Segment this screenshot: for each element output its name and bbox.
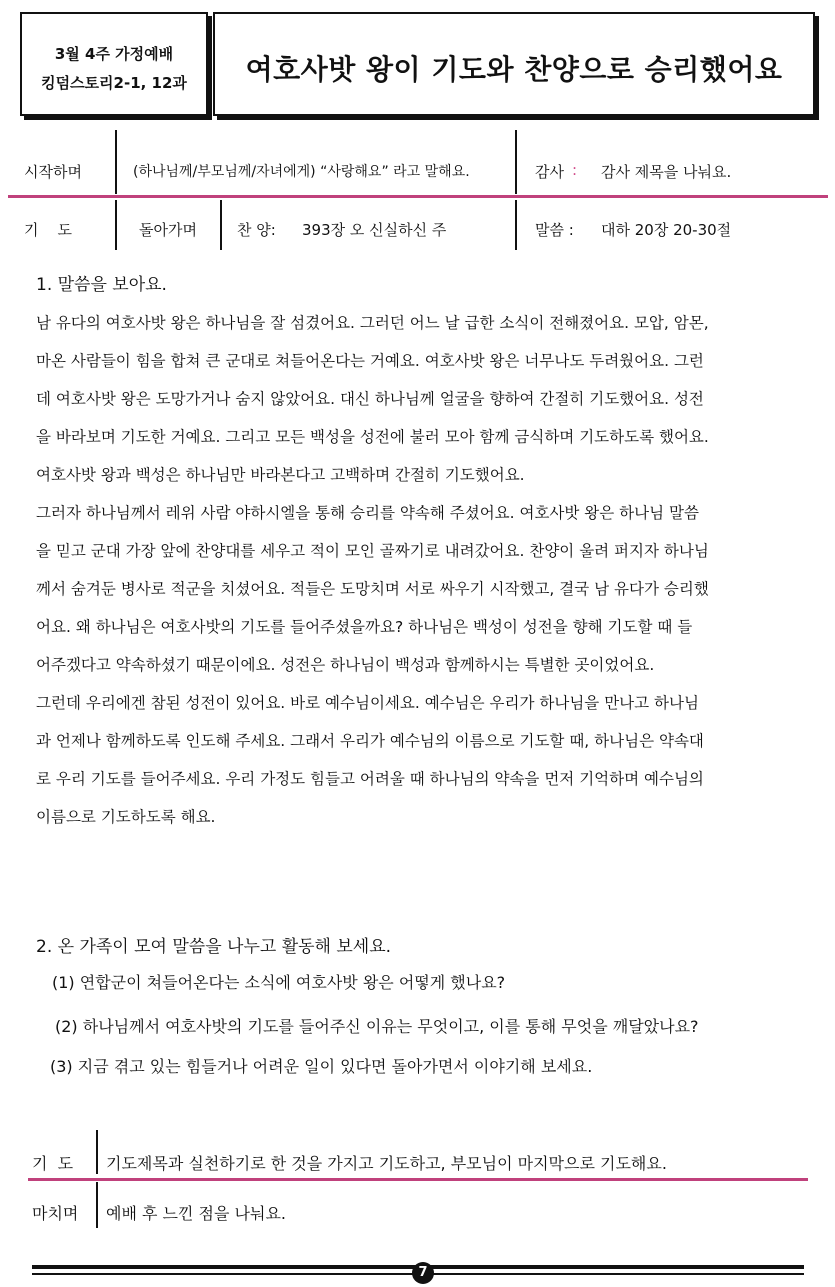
story-line: 께서 숨겨둔 병사로 적군을 치셨어요. 적들은 도망치며 서로 싸우기 시작했고, 결국 남 유다가 승리했 — [36, 580, 709, 598]
page-title: 여호사밧 왕이 기도와 찬양으로 승리했어요 — [245, 53, 783, 86]
prayer-label: 기 도 — [24, 221, 73, 239]
word-label: 말씀 : — [535, 221, 574, 239]
hymn-content: 393장 오 신실하신 주 — [302, 221, 447, 239]
story-line: 로 우리 기도를 들어주세요. 우리 가정도 힘들고 어려울 때 하나님의 약속을 먼저 기억하며 예수님의 — [36, 770, 704, 788]
story-line: 여호사밧 왕과 백성은 하나님만 바라본다고 고백하며 간절히 기도했어요. — [36, 466, 525, 484]
question-2: (2) 하나님께서 여호사밧의 기도를 들어주신 이유는 무엇이고, 이를 통해 무엇을 깨달았나요? — [55, 1017, 699, 1036]
page-number: 7 — [412, 1262, 434, 1284]
week-label: 3월 4주 가정예배 — [54, 45, 174, 63]
divider — [220, 200, 222, 250]
thanks-colon: : — [572, 161, 578, 179]
divider — [115, 200, 117, 250]
question-1: (1) 연합군이 쳐들어온다는 소식에 여호사밧 왕은 어떻게 했나요? — [52, 973, 506, 992]
story-line: 그러자 하나님께서 레위 사람 야하시엘을 통해 승리를 약속해 주셨어요. 여호사밧 왕은 하나님 말씀 — [36, 504, 699, 522]
divider — [115, 130, 117, 194]
story-line: 이름으로 기도하도록 해요. — [36, 808, 216, 826]
closing-separator — [28, 1178, 808, 1181]
story-line: 어요. 왜 하나님은 여호사밧의 기도를 들어주셨을까요? 하나님은 백성이 성전을 향해 기도할 때 들 — [36, 618, 693, 636]
closing-prayer-label: 기 도 — [32, 1154, 74, 1173]
story-line: 을 바라보며 기도한 거예요. 그리고 모든 백성을 성전에 불러 모아 함께 금식하며 기도하도록 했어요. — [36, 428, 709, 446]
section1-heading: 1. 말씀을 보아요. — [36, 275, 167, 295]
table-separator — [8, 195, 828, 198]
section2-heading: 2. 온 가족이 모여 말씀을 나누고 활동해 보세요. — [36, 937, 392, 957]
closing-end-content: 예배 후 느낀 점을 나눠요. — [106, 1204, 286, 1223]
divider — [96, 1130, 98, 1174]
story-line: 을 믿고 군대 가장 앞에 찬양대를 세우고 적이 모인 골짜기로 내려갔어요. 찬양이 울려 퍼지자 하나님 — [36, 542, 709, 560]
thanks-content: 감사 제목을 나눠요. — [601, 163, 732, 181]
story-line: 데 여호사밧 왕은 도망가거나 숨지 않았어요. 대신 하나님께 얼굴을 향하여 간절히 기도했어요. 성전 — [36, 390, 704, 408]
divider — [515, 130, 517, 194]
scripture-story — [36, 304, 802, 836]
week-info-box — [20, 12, 208, 116]
story-line: 과 언제나 함께하도록 인도해 주세요. 그래서 우리가 예수님의 이름으로 기도할 때, 하나님은 약속대 — [36, 732, 704, 750]
story-line: 마온 사람들이 힘을 합쳐 큰 군대로 쳐들어온다는 거예요. 여호사밧 왕은 너무나도 두려웠어요. 그런 — [36, 352, 704, 370]
series-lesson-label: 킹덤스토리2-1, 12과 — [41, 74, 187, 92]
story-line: 남 유다의 여호사밧 왕은 하나님을 잘 섬겼어요. 그러던 어느 날 급한 소식이 전해졌어요. 모압, 암몬, — [36, 314, 709, 332]
word-content: 대하 20장 20-30절 — [601, 221, 732, 239]
thanks-label: 감사 — [535, 163, 564, 181]
closing-end-label: 마치며 — [32, 1204, 79, 1223]
hymn-label: 찬 양: — [237, 221, 276, 239]
story-line: 어주겠다고 약속하셨기 때문이에요. 성전은 하나님이 백성과 함께하시는 특별한 곳이었어요. — [36, 656, 655, 674]
question-3: (3) 지금 겪고 있는 힘들거나 어려운 일이 있다면 돌아가면서 이야기해 보세요. — [50, 1057, 593, 1076]
divider — [515, 200, 517, 250]
start-label: 시작하며 — [24, 163, 82, 181]
closing-prayer-content: 기도제목과 실천하기로 한 것을 가지고 기도하고, 부모님이 마지막으로 기도해요. — [106, 1154, 667, 1173]
prayer-method: 돌아가며 — [139, 221, 197, 239]
title-box — [213, 12, 815, 116]
story-line: 그런데 우리에겐 참된 성전이 있어요. 바로 예수님이세요. 예수님은 우리가 하나님을 만나고 하나님 — [36, 694, 699, 712]
divider — [96, 1182, 98, 1228]
start-content: (하나님께/부모님께/자녀에게) “사랑해요” 라고 말해요. — [133, 164, 470, 180]
